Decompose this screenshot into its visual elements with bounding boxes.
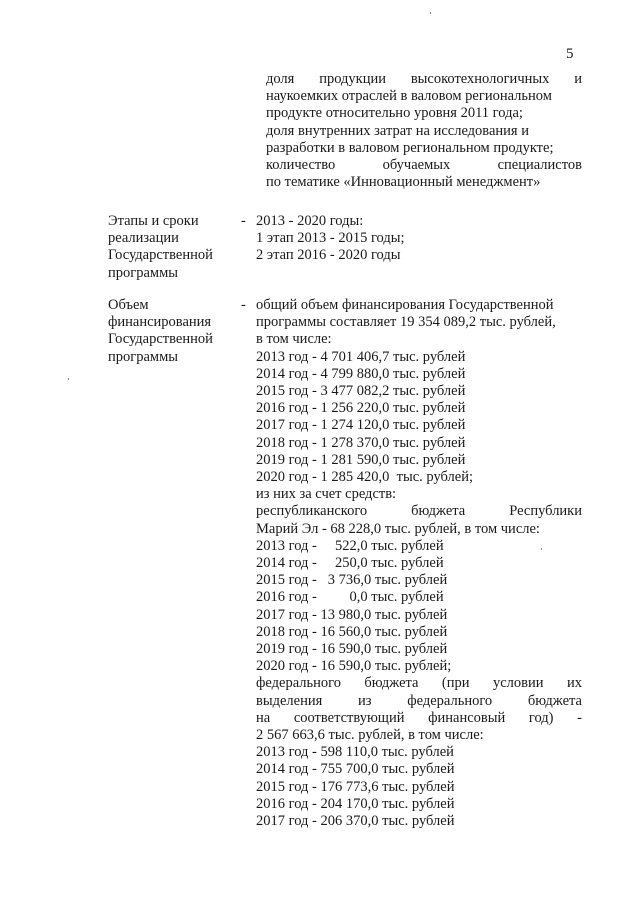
text-line: 1 этап 2013 - 2015 годы; (256, 230, 405, 247)
text-line: 2017 год - 13 980,0 тыс. рублей (256, 606, 448, 623)
text-word: федерального (256, 675, 341, 692)
text-line: 2015 год - 176 773,6 тыс. рублей (256, 778, 455, 795)
text-line: общий объем финансирования Государственной (256, 297, 554, 313)
text-line: по тематике «Инновационный менеджмент» (266, 174, 541, 191)
text-word: из (357, 692, 372, 709)
scan-speck (430, 12, 431, 14)
text-line: программы составляет 19 354 089,2 тыс. рублей, (256, 314, 556, 331)
scan-speck (541, 548, 542, 550)
text-line: 2016 год - 1 256 220,0 тыс. рублей (256, 400, 466, 417)
text-line: продукте относительно уровня 2011 года; (266, 105, 523, 122)
text-line: 2013 год - 4 701 406,7 тыс. рублей (256, 348, 466, 365)
funding-dash: - (241, 297, 246, 313)
text-line: наукоемких отраслей в валовом региональном (266, 88, 552, 105)
label-line: Государственной (108, 331, 213, 348)
text-word: федерального (407, 692, 493, 709)
text-line: из них за счет средств: (256, 486, 397, 503)
text-word: обучаемых (382, 157, 451, 174)
text-line: 2 567 663,6 тыс. рублей, в том числе: (256, 727, 484, 744)
label-line: реализации (108, 230, 179, 247)
text-line: 2017 год - 1 274 120,0 тыс. рублей (256, 417, 466, 434)
text-line (266, 71, 582, 88)
text-word: на (256, 709, 271, 726)
text-word: (при (441, 675, 470, 692)
label-line: финансирования (108, 314, 212, 331)
funding-label (108, 297, 238, 366)
text-line: 2015 год - 3 477 082,2 тыс. рублей (256, 383, 466, 400)
text-line: 2020 год - 1 285 420,0 тыс. рублей; (256, 469, 473, 486)
scan-speck (68, 378, 69, 380)
text-word: доля (266, 71, 295, 87)
text-word: и (574, 71, 582, 87)
text-word: республиканского (256, 503, 368, 520)
text-line: Марий Эл - 68 228,0 тыс. рублей, в том числе: (256, 520, 540, 537)
text-line: в том числе: (256, 331, 332, 348)
text-line (266, 157, 582, 174)
text-line: 2019 год - 16 590,0 тыс. рублей (256, 641, 448, 658)
text-word: - (577, 709, 582, 726)
label-line: Объем (108, 297, 149, 313)
text-word: количество (266, 157, 336, 174)
stages-label (108, 213, 238, 282)
label-line: Государственной (108, 247, 213, 264)
text-line: 2018 год - 1 278 370,0 тыс. рублей (256, 434, 466, 451)
text-line: 2020 год - 16 590,0 тыс. рублей; (256, 658, 452, 675)
stages-dash: - (241, 213, 246, 229)
text-line: 2014 год - 4 799 880,0 тыс. рублей (256, 365, 466, 382)
text-line: 2016 год - 0,0 тыс. рублей (256, 589, 444, 606)
text-word: условии (492, 675, 544, 692)
text-word: их (566, 675, 582, 692)
text-line: доля внутренних затрат на исследования и (266, 122, 529, 139)
text-word: бюджета (527, 692, 582, 709)
text-word: бюджета (411, 503, 466, 520)
text-line: 2017 год - 206 370,0 тыс. рублей (256, 813, 455, 830)
label-line: программы (108, 348, 178, 365)
label-line: программы (108, 264, 178, 281)
text-word: финансовый (428, 709, 506, 726)
text-word: год) (528, 709, 554, 726)
text-line: 2014 год - 755 700,0 тыс. рублей (256, 761, 455, 778)
text-line: 2018 год - 16 560,0 тыс. рублей (256, 623, 448, 640)
text-word: специалистов (497, 157, 582, 174)
stages-content (256, 213, 582, 265)
text-word: выделения (256, 692, 323, 709)
text-word: продукции (319, 71, 386, 87)
text-word: соответствующий (293, 709, 405, 726)
text-line: 2013 - 2020 годы: (256, 213, 364, 229)
text-line: разработки в валовом региональном продукте; (266, 139, 554, 156)
text-line: 2019 год - 1 281 590,0 тыс. рублей (256, 451, 466, 468)
text-word: бюджета (364, 675, 419, 692)
label-line: Этапы и сроки (108, 213, 199, 229)
text-line: 2013 год - 598 110,0 тыс. рублей (256, 744, 454, 761)
text-line: 2015 год - 3 736,0 тыс. рублей (256, 572, 448, 589)
text-line: 2016 год - 204 170,0 тыс. рублей (256, 795, 455, 812)
text-line (256, 710, 582, 727)
text-line: 2014 год - 250,0 тыс. рублей (256, 555, 444, 572)
text-word: высокотехнологичных (410, 71, 550, 87)
text-line: 2 этап 2016 - 2020 годы (256, 247, 401, 264)
text-line (256, 503, 582, 520)
text-line: 2013 год - 522,0 тыс. рублей (256, 537, 444, 554)
text-line (256, 675, 582, 692)
indicators-continuation (266, 71, 582, 191)
page-number: 5 (566, 46, 574, 62)
funding-content (256, 297, 582, 830)
text-line (256, 693, 582, 710)
text-word: Республики (509, 503, 582, 520)
